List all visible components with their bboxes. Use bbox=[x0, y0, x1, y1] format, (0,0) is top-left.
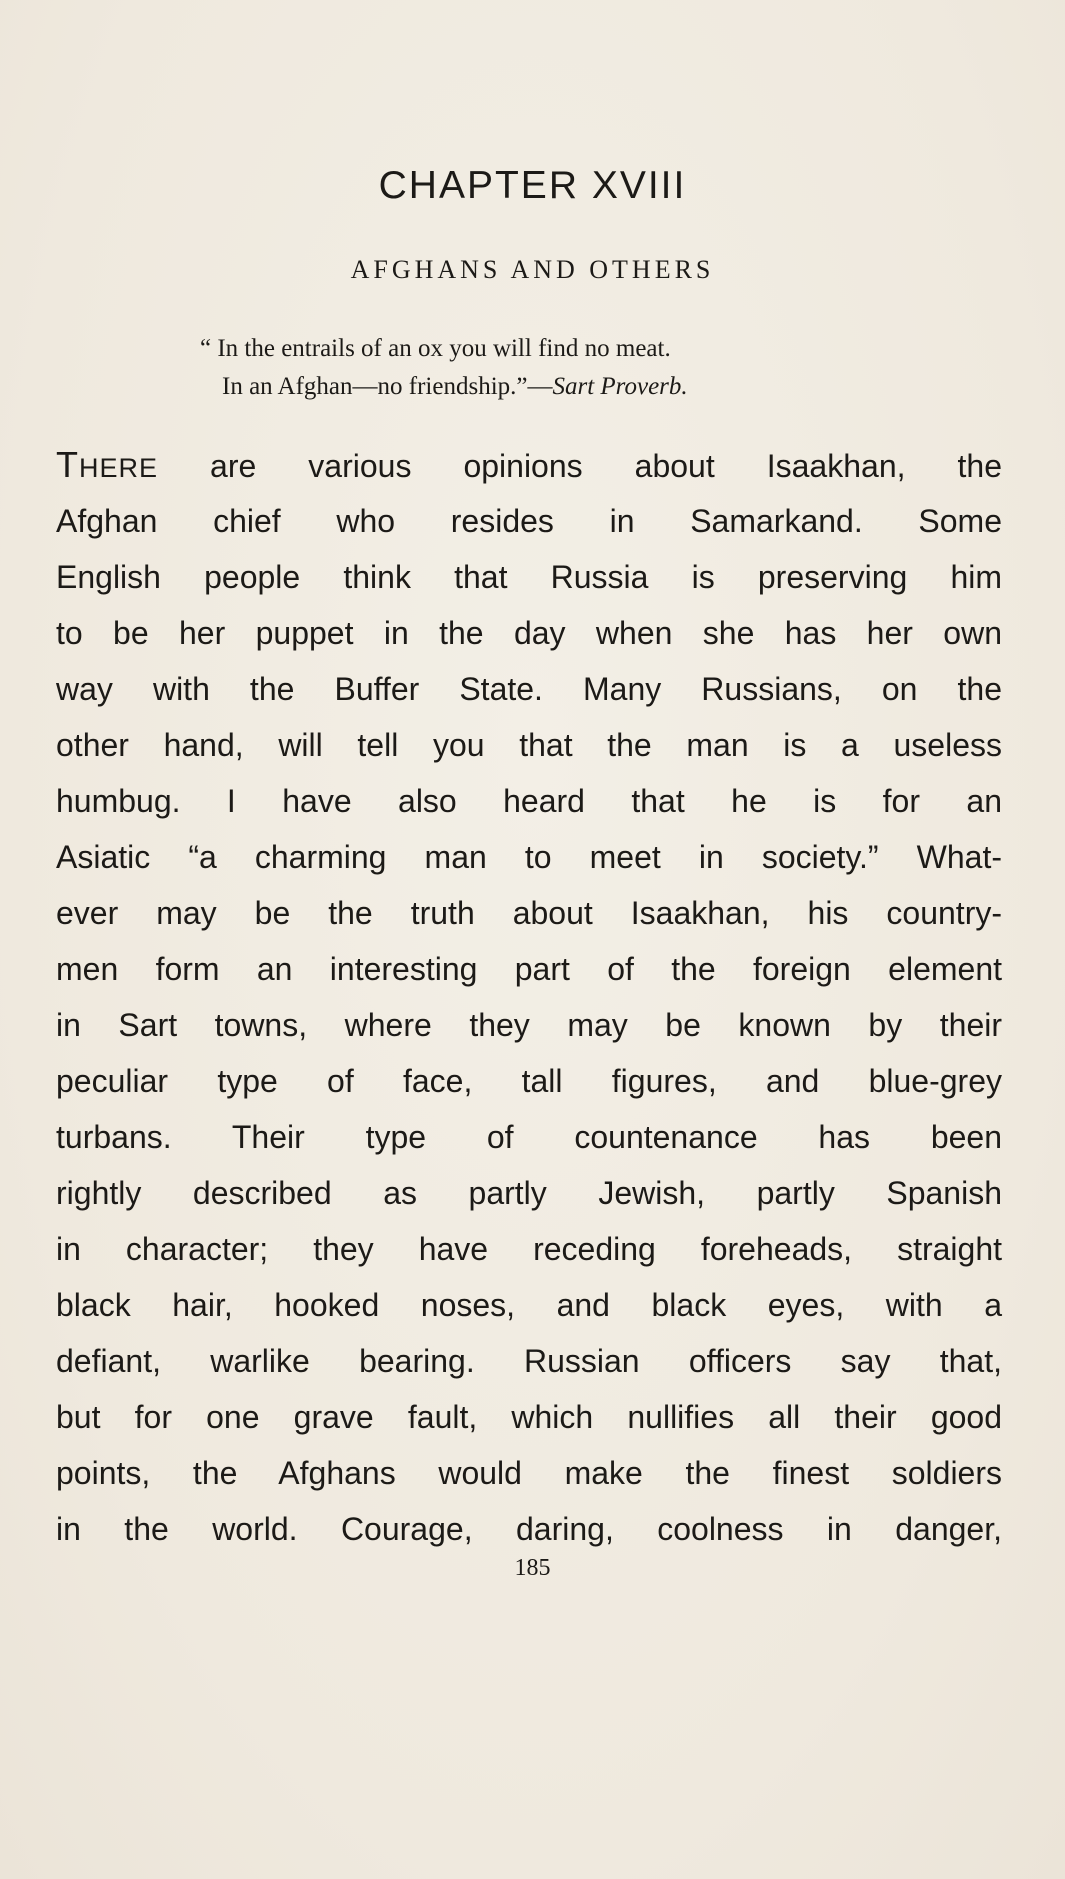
body-line-text: are various opinions about Isaakhan, the bbox=[158, 448, 1002, 484]
body-line: in the world. Courage, daring, coolness in danger, bbox=[56, 1511, 1002, 1547]
body-line: black hair, hooked noses, and black eyes, with a bbox=[56, 1287, 1002, 1323]
body-line: Asiatic “a charming man to meet in society.” What- bbox=[56, 839, 1002, 875]
body-line: rightly described as partly Jewish, partly Spanish bbox=[56, 1175, 1002, 1211]
page-number: 185 bbox=[514, 1555, 551, 1581]
body-line: to be her puppet in the day when she has her own bbox=[56, 615, 1002, 651]
chapter-title: AFGHANS AND OTHERS bbox=[350, 255, 715, 284]
epigraph-line-2 bbox=[222, 368, 922, 406]
body-line: in character; they have receding foreheads, straight bbox=[56, 1231, 1002, 1267]
body-line: humbug. I have also heard that he is for an bbox=[56, 783, 1002, 819]
epigraph bbox=[200, 330, 922, 406]
body-line: but for one grave fault, which nullifies all their good bbox=[56, 1399, 1002, 1435]
lead-initial: T bbox=[56, 444, 79, 485]
body-line: men form an interesting part of the foreign element bbox=[56, 951, 1002, 987]
body-line: in Sart towns, where they may be known by their bbox=[56, 1007, 1002, 1043]
body-text bbox=[56, 437, 1002, 1557]
body-line: defiant, warlike bearing. Russian officers say that, bbox=[56, 1343, 1002, 1379]
body-line: other hand, will tell you that the man is a useless bbox=[56, 727, 1002, 763]
epigraph-line-2-text: In an Afghan—no friendship.”— bbox=[222, 373, 553, 400]
body-line: English people think that Russia is preserving him bbox=[56, 559, 1002, 595]
body-line: turbans. Their type of countenance has been bbox=[56, 1119, 1002, 1155]
body-line: points, the Afghans would make the finest soldiers bbox=[56, 1455, 1002, 1491]
chapter-number: CHAPTER XVIII bbox=[378, 164, 687, 207]
epigraph-attribution: Sart Proverb. bbox=[552, 373, 688, 400]
body-line: way with the Buffer State. Many Russians, on the bbox=[56, 671, 1002, 707]
body-line: peculiar type of face, tall figures, and blue-grey bbox=[56, 1063, 1002, 1099]
body-line: Afghan chief who resides in Samarkand. Some bbox=[56, 503, 1002, 539]
drop-lead-word bbox=[56, 444, 159, 485]
body-line bbox=[56, 437, 1002, 493]
lead-rest: HERE bbox=[79, 453, 159, 483]
epigraph-line-1: “ In the entrails of an ox you will find no meat. bbox=[200, 335, 671, 362]
body-line: ever may be the truth about Isaakhan, his country- bbox=[56, 895, 1002, 931]
